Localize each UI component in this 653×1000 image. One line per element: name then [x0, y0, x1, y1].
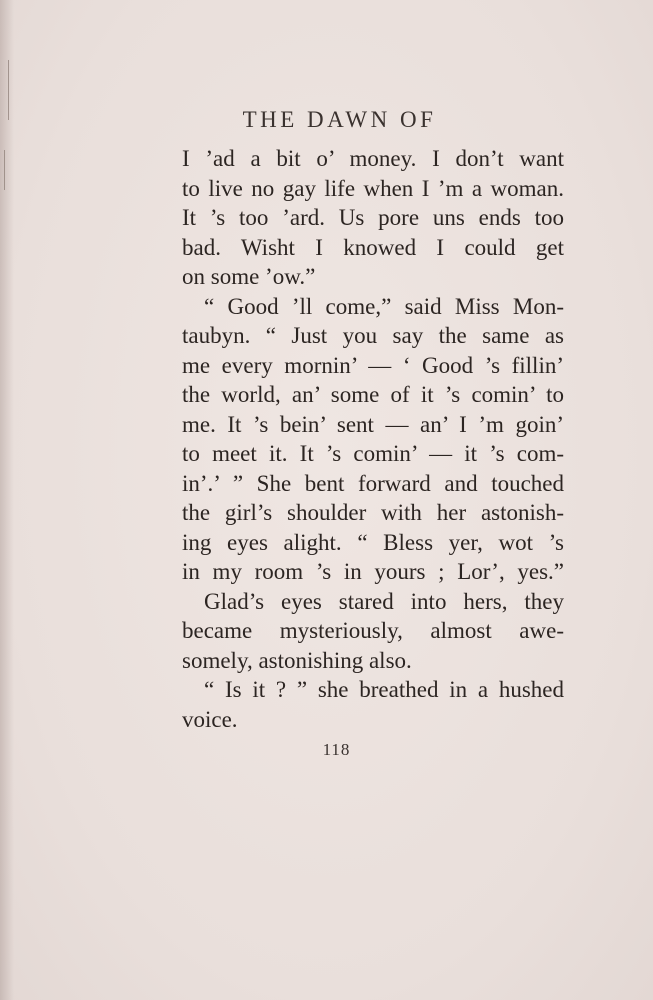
- text-line: ing eyes alight. “ Bless yer, wot ’s: [182, 529, 564, 555]
- body-text: [182, 144, 564, 734]
- text-line: the girl’s shoulder with her astonish-: [182, 500, 564, 525]
- text-line: me every mornin’ — ‘ Good ’s fillin’: [182, 352, 564, 378]
- text-line: Glad’s eyes stared into hers, they: [204, 588, 564, 614]
- running-head: THE DAWN OF: [242, 107, 437, 132]
- text-line: taubyn. “ Just you say the same as: [182, 323, 564, 348]
- edge-mark: [4, 150, 5, 190]
- text-line: on some ’ow.”: [182, 264, 316, 289]
- text-line: It ’s too ’ard. Us pore uns ends too: [182, 205, 564, 230]
- gutter-shadow: [0, 0, 14, 1000]
- text-line: I ’ad a bit o’ money. I don’t want: [182, 146, 564, 171]
- text-line: to live no gay life when I ’m a woman.: [182, 175, 564, 201]
- text-line: in my room ’s in yours ; Lor’, yes.”: [182, 559, 564, 584]
- text-line: me. It ’s bein’ sent — an’ I ’m goin’: [182, 411, 564, 437]
- page-number: 118: [322, 740, 351, 759]
- text-line: in’.’ ” She bent forward and touched: [182, 470, 564, 496]
- text-line: the world, an’ some of it ’s comin’ to: [182, 382, 564, 407]
- text-line: somely, astonishing also.: [182, 647, 412, 673]
- text-line: to meet it. It ’s comin’ — it ’s com-: [182, 441, 564, 466]
- text-line: became mysteriously, almost awe-: [182, 618, 564, 643]
- text-line: “ Good ’ll come,” said Miss Mon-: [204, 293, 564, 319]
- text-line: “ Is it ? ” she breathed in a hushed: [204, 677, 564, 702]
- text-line: bad. Wisht I knowed I could get: [182, 234, 564, 260]
- text-line: voice.: [182, 706, 238, 732]
